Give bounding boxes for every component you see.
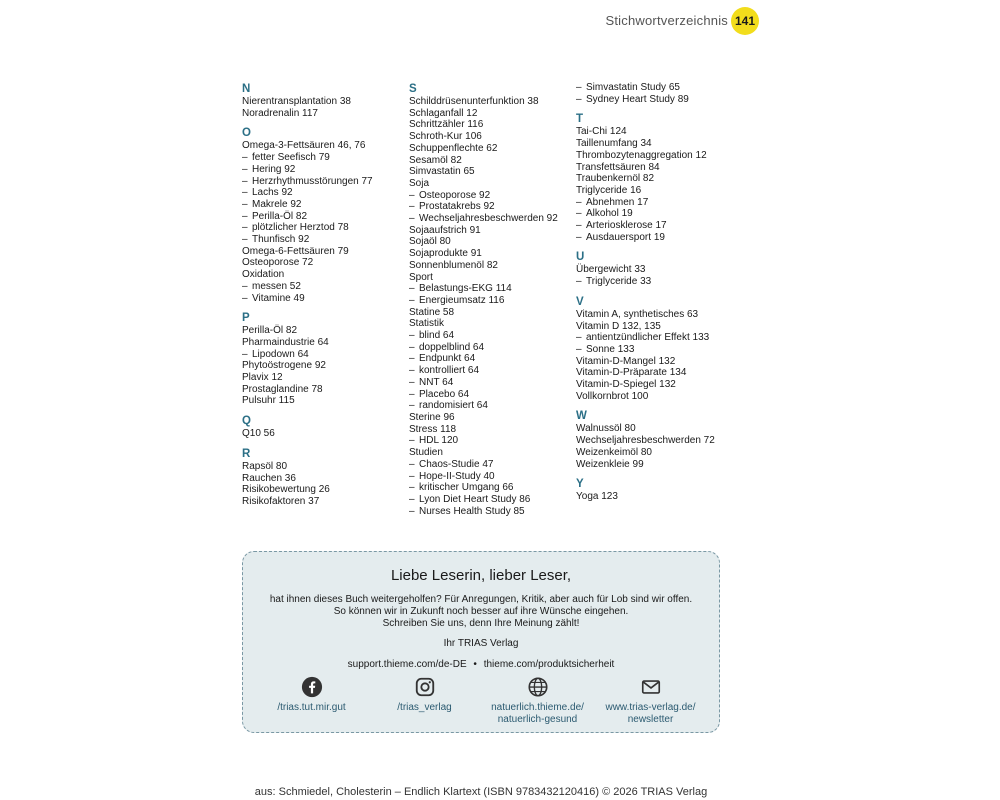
entry-text: Lipodown 64 (252, 348, 309, 360)
index-subentry (242, 164, 412, 176)
entry-text: Sterine 96 (409, 411, 455, 423)
entry-text: Soja (409, 177, 430, 189)
index-section (409, 82, 579, 517)
index-entry (576, 423, 746, 435)
subentry-dash: – (409, 435, 415, 447)
subentry-dash: – (576, 231, 582, 243)
instagram-icon (414, 676, 436, 698)
subentry-dash: – (409, 388, 415, 400)
subentry-dash: – (576, 196, 582, 208)
subentry-dash: – (576, 82, 582, 93)
newsletter-link[interactable] (596, 676, 706, 726)
index-entry (409, 272, 579, 284)
index-entry (576, 435, 746, 447)
index-subentry (242, 199, 412, 211)
entry-text: Nurses Health Study 85 (419, 505, 525, 517)
index-section (242, 447, 412, 508)
instagram-link[interactable] (370, 676, 480, 726)
index-section (576, 295, 746, 403)
support-link[interactable]: support.thieme.com/de-DE (347, 659, 467, 670)
entry-text: Hering 92 (252, 163, 296, 175)
entry-text: Prostatakrebs 92 (419, 201, 495, 213)
index-letter-heading: P (242, 312, 250, 325)
subentry-dash: – (242, 348, 248, 360)
index-entry (409, 155, 579, 167)
index-entry (409, 225, 579, 237)
index-entry (242, 257, 412, 269)
subentry-dash: – (576, 208, 582, 220)
index-entry (409, 143, 579, 155)
index-letter-heading: Q (242, 415, 251, 428)
entry-text: kritischer Umgang 66 (419, 482, 514, 494)
entry-text: Triglyceride 16 (576, 184, 642, 196)
index-subentry (242, 176, 412, 188)
index-entry (576, 150, 746, 162)
subentry-dash: – (242, 187, 248, 199)
box-signature: Ihr TRIAS Verlag (443, 638, 519, 649)
index-subentry (409, 400, 579, 412)
index-subentry (242, 187, 412, 199)
subentry-dash: – (242, 198, 248, 210)
index-subentry (576, 276, 746, 288)
subentry-dash: – (409, 505, 415, 517)
entry-text: Vitamin D 132, 135 (576, 320, 661, 332)
index-section (242, 82, 412, 119)
entry-text: Rapsöl 80 (242, 460, 288, 472)
index-entry (242, 473, 412, 485)
entry-text: Transfettsäuren 84 (576, 161, 660, 173)
index-subentry (576, 208, 746, 220)
subentry-dash: – (409, 294, 415, 306)
index-entry (576, 391, 746, 403)
entry-text: Placebo 64 (419, 388, 470, 400)
subentry-dash: – (576, 93, 582, 105)
index-subentry (409, 389, 579, 401)
entry-text: Herzrhythmusstörungen 77 (252, 175, 373, 187)
subentry-dash: – (242, 222, 248, 234)
entry-text: randomisiert 64 (419, 400, 488, 412)
entry-text: Lachs 92 (252, 187, 293, 199)
entry-text: Sojaprodukte 91 (409, 248, 482, 260)
entry-text: Vitamin-D-Spiegel 132 (576, 379, 676, 391)
box-message-line: hat ihnen dieses Buch weitergeholfen? Für Anregungen, Kritik, aber auch für Lob sind wir offen. (269, 594, 693, 605)
index-letter-heading: R (242, 447, 251, 460)
index-section (576, 112, 746, 243)
subentry-dash: – (409, 458, 415, 470)
subentry-dash: – (576, 332, 582, 344)
index-entry (242, 96, 412, 108)
entry-text: Studien (409, 447, 443, 459)
index-subentry (409, 377, 579, 389)
index-section (242, 126, 412, 304)
entry-text: Endpunkt 64 (419, 353, 476, 365)
entry-text: Omega-3-Fettsäuren 46, 76 (242, 140, 366, 152)
entry-text: NNT 64 (419, 376, 454, 388)
index-subentry (576, 232, 746, 244)
index-subentry (242, 152, 412, 164)
entry-text: Schrittzähler 116 (409, 119, 484, 131)
entry-text: Rauchen 36 (242, 472, 296, 484)
subentry-dash: – (409, 189, 415, 201)
index-entry (242, 246, 412, 258)
entry-text: Risikofaktoren 37 (242, 495, 320, 507)
entry-text: Thunfisch 92 (252, 234, 310, 246)
entry-text: Schroth-Kur 106 (409, 131, 482, 143)
index-entry (576, 264, 746, 276)
index-subentry (409, 201, 579, 213)
index-entry (242, 461, 412, 473)
index-subentry (409, 365, 579, 377)
subentry-dash: – (576, 343, 582, 355)
subentry-dash: – (242, 152, 248, 164)
box-heading: Liebe Leserin, lieber Leser, (390, 567, 572, 584)
entry-text: Tai-Chi 124 (576, 126, 627, 138)
index-entry (576, 138, 746, 150)
index-section (576, 82, 746, 105)
index-entry (409, 108, 579, 120)
index-entry (242, 337, 412, 349)
index-entry (576, 459, 746, 471)
entry-text: Alkohol 19 (586, 208, 633, 220)
entry-text: Pulsuhr 115 (242, 395, 295, 407)
entry-text: Chaos-Studie 47 (419, 458, 494, 470)
index-letter-heading: S (409, 83, 417, 95)
support-links (243, 659, 719, 670)
entry-text: Thrombozytenaggregation 12 (576, 149, 707, 161)
index-subentry (409, 459, 579, 471)
entry-text: Perilla-Öl 82 (242, 325, 298, 337)
index-subentry (576, 332, 746, 344)
index-entry (409, 166, 579, 178)
mail-icon (640, 676, 662, 698)
index-entry (409, 178, 579, 190)
subentry-dash: – (409, 341, 415, 353)
entry-text: Sport (409, 271, 433, 283)
social-label: newsletter (627, 714, 674, 725)
entry-text: Traubenkernöl 82 (576, 173, 655, 185)
index-entry (409, 412, 579, 424)
entry-text: Statine 58 (409, 306, 455, 318)
entry-text: Osteoporose 72 (242, 257, 314, 269)
index-entry (242, 360, 412, 372)
index-entry (576, 367, 746, 379)
entry-text: Pharmaindustrie 64 (242, 336, 329, 348)
entry-text: Omega-6-Fettsäuren 79 (242, 245, 349, 257)
entry-text: Osteoporose 92 (419, 189, 491, 201)
index-entry (409, 307, 579, 319)
index-entry (242, 496, 412, 508)
subentry-dash: – (409, 330, 415, 342)
entry-text: HDL 120 (419, 435, 459, 447)
subentry-dash: – (409, 482, 415, 494)
index-column-1 (242, 82, 412, 508)
entry-text: Sesamöl 82 (409, 154, 462, 166)
entry-text: Noradrenalin 117 (242, 107, 318, 119)
subentry-dash: – (576, 276, 582, 288)
entry-text: Wechseljahresbeschwerden 72 (576, 435, 715, 447)
index-entry (409, 248, 579, 260)
entry-text: Sydney Heart Study 89 (586, 93, 689, 105)
entry-text: Sojaaufstrich 91 (409, 224, 481, 236)
entry-text: Belastungs-EKG 114 (419, 283, 512, 295)
facebook-icon (301, 676, 323, 698)
index-entry (576, 321, 746, 333)
index-section (576, 250, 746, 287)
index-entry (242, 384, 412, 396)
entry-text: antientzündlicher Effekt 133 (586, 332, 710, 344)
subentry-dash: – (409, 470, 415, 482)
entry-text: Sonnenblumenöl 82 (409, 259, 498, 271)
subentry-dash: – (576, 220, 582, 232)
index-column-2 (409, 82, 579, 517)
index-subentry (409, 482, 579, 494)
entry-text: Sonne 133 (586, 343, 635, 355)
entry-text: kontrolliert 64 (419, 365, 480, 377)
section-title: Stichwortverzeichnis (605, 13, 728, 28)
social-label: www.trias-verlag.de/ (605, 702, 696, 713)
index-subentry (409, 295, 579, 307)
box-message-line: So können wir in Zukunft noch besser auf ihre Wünsche eingehen. (333, 606, 629, 617)
social-links (243, 676, 719, 726)
social-label: /trias.tut.mir.gut (277, 702, 346, 713)
index-entry (409, 260, 579, 272)
index-entry (409, 318, 579, 330)
entry-text: Schilddrüsenunterfunktion 38 (409, 96, 539, 107)
index-entry (242, 428, 412, 440)
entry-text: Nierentransplantation 38 (242, 96, 351, 107)
subentry-dash: – (409, 376, 415, 388)
subentry-dash: – (409, 400, 415, 412)
entry-text: Weizenkeimöl 80 (576, 446, 652, 458)
box-message-line: Schreiben Sie uns, denn Ihre Meinung zählt! (382, 618, 580, 629)
entry-text: Q10 56 (242, 428, 275, 440)
entry-text: Plavix 12 (242, 372, 283, 384)
entry-text: Vitamin-D-Präparate 134 (576, 367, 687, 379)
index-section (576, 477, 746, 503)
box-message (243, 594, 719, 630)
subentry-dash: – (242, 175, 248, 187)
social-label: natuerlich-gesund (497, 714, 578, 725)
subentry-dash: – (409, 213, 415, 225)
index-entry (409, 424, 579, 436)
index-entry (409, 119, 579, 131)
index-subentry (409, 342, 579, 354)
index-letter-heading: W (576, 410, 587, 423)
index-entry (409, 447, 579, 459)
entry-text: Simvastatin 65 (409, 166, 475, 178)
index-subentry (409, 213, 579, 225)
entry-text: Simvastatin Study 65 (586, 82, 680, 93)
entry-text: Hope-II-Study 40 (419, 470, 495, 482)
entry-text: Statistik (409, 318, 445, 330)
index-entry (576, 126, 746, 138)
index-entry (576, 447, 746, 459)
index-subentry (242, 281, 412, 293)
index-section (242, 311, 412, 407)
entry-text: blind 64 (419, 330, 455, 342)
index-subentry (576, 82, 746, 94)
subentry-dash: – (409, 201, 415, 213)
entry-text: Phytoöstrogene 92 (242, 360, 326, 372)
index-entry (242, 269, 412, 281)
link-separator: • (473, 659, 477, 670)
website-link[interactable] (483, 676, 593, 726)
index-letter-heading: N (242, 83, 251, 95)
subentry-dash: – (409, 493, 415, 505)
index-entry (242, 325, 412, 337)
index-subentry (409, 330, 579, 342)
entry-text: Schlaganfall 12 (409, 107, 478, 119)
entry-text: Lyon Diet Heart Study 86 (419, 493, 531, 505)
index-column-3 (576, 82, 746, 503)
index-entry (576, 185, 746, 197)
index-subentry (242, 222, 412, 234)
index-entry (242, 395, 412, 407)
entry-text: Arteriosklerose 17 (586, 220, 667, 232)
index-letter-heading: T (576, 113, 584, 126)
index-entry (576, 379, 746, 391)
entry-text: Vitamin A, synthetisches 63 (576, 308, 699, 320)
index-entry (409, 96, 579, 108)
index-subentry (576, 94, 746, 106)
page-number-badge: 141 (731, 7, 759, 35)
index-subentry (576, 197, 746, 209)
index-letter-heading: Y (576, 478, 584, 491)
reader-feedback-box (242, 551, 720, 733)
index-entry (576, 356, 746, 368)
subentry-dash: – (409, 353, 415, 365)
subentry-dash: – (409, 365, 415, 377)
entry-text: Makrele 92 (252, 198, 302, 210)
social-label: natuerlich.thieme.de/ (491, 702, 584, 713)
index-subentry (409, 283, 579, 295)
entry-text: Taillenumfang 34 (576, 138, 652, 150)
subentry-dash: – (242, 163, 248, 175)
index-subentry (242, 211, 412, 223)
index-section (576, 409, 746, 470)
index-subentry (409, 471, 579, 483)
entry-text: plötzlicher Herztod 78 (252, 222, 349, 234)
index-columns (242, 82, 722, 522)
entry-text: Triglyceride 33 (586, 276, 652, 288)
subentry-dash: – (242, 234, 248, 246)
entry-text: Walnussöl 80 (576, 423, 636, 435)
index-entry (576, 491, 746, 503)
index-subentry (409, 435, 579, 447)
entry-text: Perilla-Öl 82 (252, 210, 308, 222)
entry-text: Oxidation (242, 269, 285, 281)
entry-text: Weizenkleie 99 (576, 458, 644, 470)
entry-text: Prostaglandine 78 (242, 383, 323, 395)
index-subentry (409, 506, 579, 518)
product-safety-link[interactable]: thieme.com/produktsicherheit (483, 659, 615, 670)
subentry-dash: – (242, 292, 248, 304)
entry-text: Vollkornbrot 100 (576, 390, 649, 402)
entry-text: Übergewicht 33 (576, 264, 646, 276)
footer-credit: aus: Schmiedel, Cholesterin – Endlich Klartext (ISBN 9783432120416) © 2026 TRIAS Verlag (254, 786, 708, 798)
subentry-dash: – (242, 280, 248, 292)
entry-text: Stress 118 (409, 423, 457, 435)
index-subentry (242, 349, 412, 361)
index-entry (409, 236, 579, 248)
entry-text: Abnehmen 17 (586, 196, 649, 208)
index-subentry (576, 220, 746, 232)
index-entry (409, 131, 579, 143)
index-subentry (242, 293, 412, 305)
entry-text: Vitamine 49 (252, 292, 305, 304)
entry-text: Schuppenflechte 62 (409, 142, 498, 154)
index-letter-heading: V (576, 295, 584, 308)
entry-text: Energieumsatz 116 (419, 294, 505, 306)
entry-text: Yoga 123 (576, 491, 618, 503)
index-subentry (242, 234, 412, 246)
index-entry (242, 372, 412, 384)
index-letter-heading: U (576, 251, 585, 264)
index-entry (242, 108, 412, 120)
index-letter-heading: O (242, 127, 251, 140)
social-label: /trias_verlag (397, 702, 452, 713)
index-entry (242, 140, 412, 152)
entry-text: Wechseljahresbeschwerden 92 (419, 213, 558, 225)
index-subentry (576, 344, 746, 356)
globe-icon (527, 676, 549, 698)
entry-text: Ausdauersport 19 (586, 231, 665, 243)
entry-text: Vitamin-D-Mangel 132 (576, 355, 676, 367)
subentry-dash: – (242, 210, 248, 222)
index-entry (576, 309, 746, 321)
index-entry (242, 484, 412, 496)
index-section (242, 414, 412, 440)
entry-text: doppelblind 64 (419, 341, 485, 353)
entry-text: Risikobewertung 26 (242, 484, 330, 496)
facebook-link[interactable] (257, 676, 367, 726)
index-entry (576, 162, 746, 174)
subentry-dash: – (409, 283, 415, 295)
index-subentry (409, 190, 579, 202)
entry-text: Sojaöl 80 (409, 236, 451, 248)
index-subentry (409, 494, 579, 506)
entry-text: fetter Seefisch 79 (252, 152, 330, 164)
index-subentry (409, 353, 579, 365)
entry-text: messen 52 (252, 280, 301, 292)
index-entry (576, 173, 746, 185)
